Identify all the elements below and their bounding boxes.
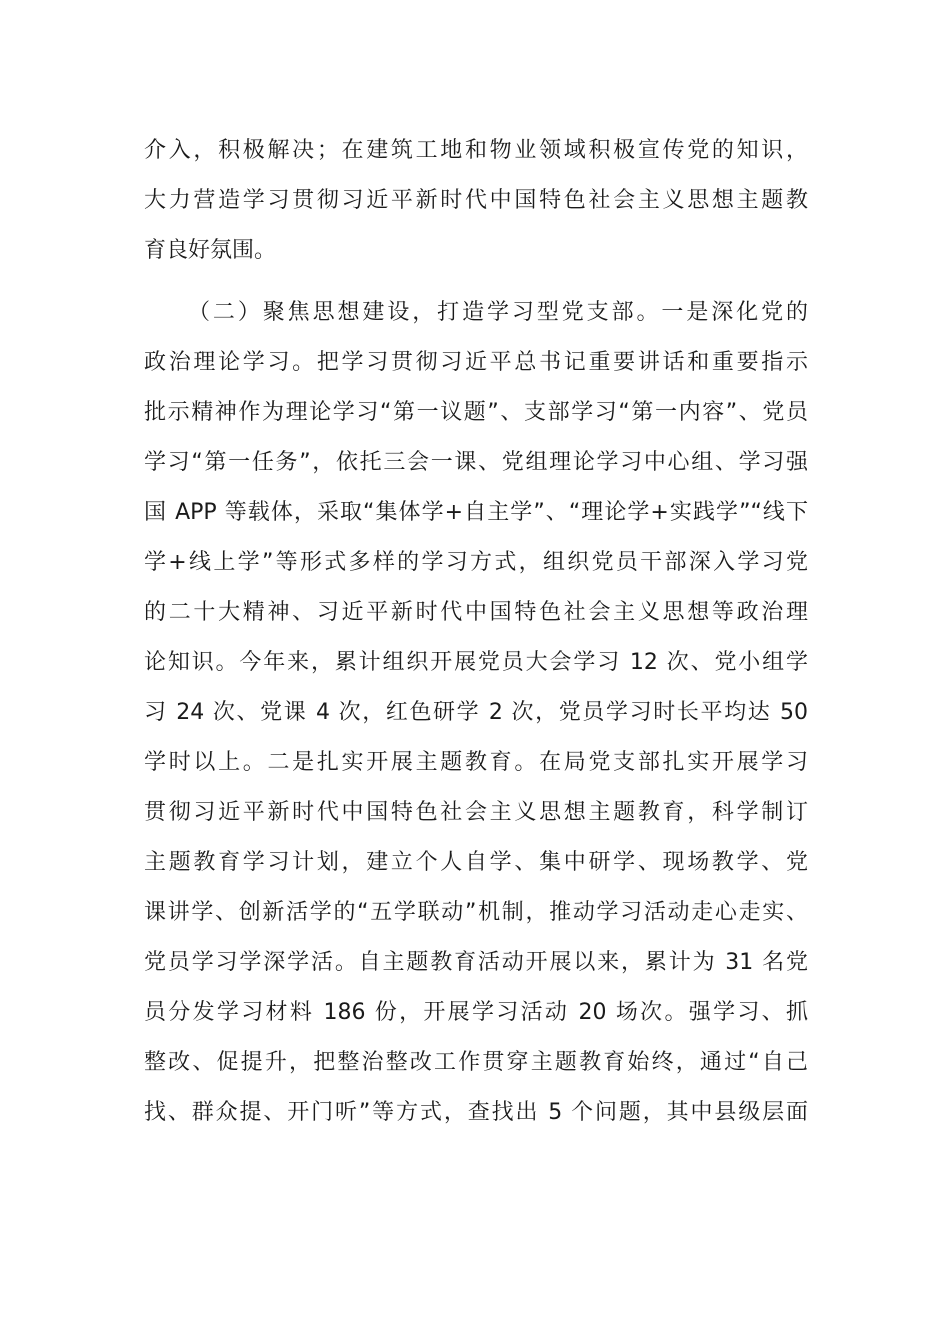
paragraph-1-line-3: 育良好氛围。 [144, 238, 277, 263]
paragraph-2-line-7: 的二十大精神、习近平新时代中国特色社会主义思想等政治理 [144, 600, 808, 625]
paragraph-2-line-2: 政治理论学习。把学习贯彻习近平总书记重要讲话和重要指示 [144, 350, 808, 375]
paragraph-2-line-14: 党员学习学深学活。自主题教育活动开展以来，累计为 31 名党 [144, 950, 808, 975]
paragraph-2-line-4: 学习“第一任务”，依托三会一课、党组理论学习中心组、学习强 [144, 450, 808, 475]
paragraph-2-line-6: 学+线上学”等形式多样的学习方式，组织党员干部深入学习党 [144, 550, 808, 575]
paragraph-2-line-11: 贯彻习近平新时代中国特色社会主义思想主题教育，科学制订 [144, 800, 808, 825]
paragraph-2-line-8: 论知识。今年来，累计组织开展党员大会学习 12 次、党小组学 [144, 650, 808, 675]
paragraph-2-line-16: 整改、促提升，把整治整改工作贯穿主题教育始终，通过“自己 [144, 1050, 808, 1075]
paragraph-2-line-10: 学时以上。二是扎实开展主题教育。在局党支部扎实开展学习 [144, 750, 808, 775]
paragraph-2-line-5: 国 APP 等载体，采取“集体学+自主学”、“理论学+实践学”“线下 [144, 500, 808, 525]
paragraph-2-line-17: 找、群众提、开门听”等方式，查找出 5 个问题，其中县级层面 [144, 1100, 808, 1125]
paragraph-2-line-9: 习 24 次、党课 4 次，红色研学 2 次，党员学习时长平均达 50 [144, 700, 808, 725]
paragraph-2-line-3: 批示精神作为理论学习“第一议题”、支部学习“第一内容”、党员 [144, 400, 808, 425]
paragraph-2-line-12: 主题教育学习计划，建立个人自学、集中研学、现场教学、党 [144, 850, 808, 875]
paragraph-2-line-13: 课讲学、创新活学的“五学联动”机制，推动学习活动走心走实、 [144, 900, 808, 925]
paragraph-2-line-15: 员分发学习材料 186 份，开展学习活动 20 场次。强学习、抓 [144, 1000, 808, 1025]
paragraph-1-line-1: 介入，积极解决；在建筑工地和物业领域积极宣传党的知识， [144, 138, 808, 163]
paragraph-2-line-1: （二）聚焦思想建设，打造学习型党支部。一是深化党的 [188, 300, 808, 325]
paragraph-1-line-2: 大力营造学习贯彻习近平新时代中国特色社会主义思想主题教 [144, 188, 808, 213]
